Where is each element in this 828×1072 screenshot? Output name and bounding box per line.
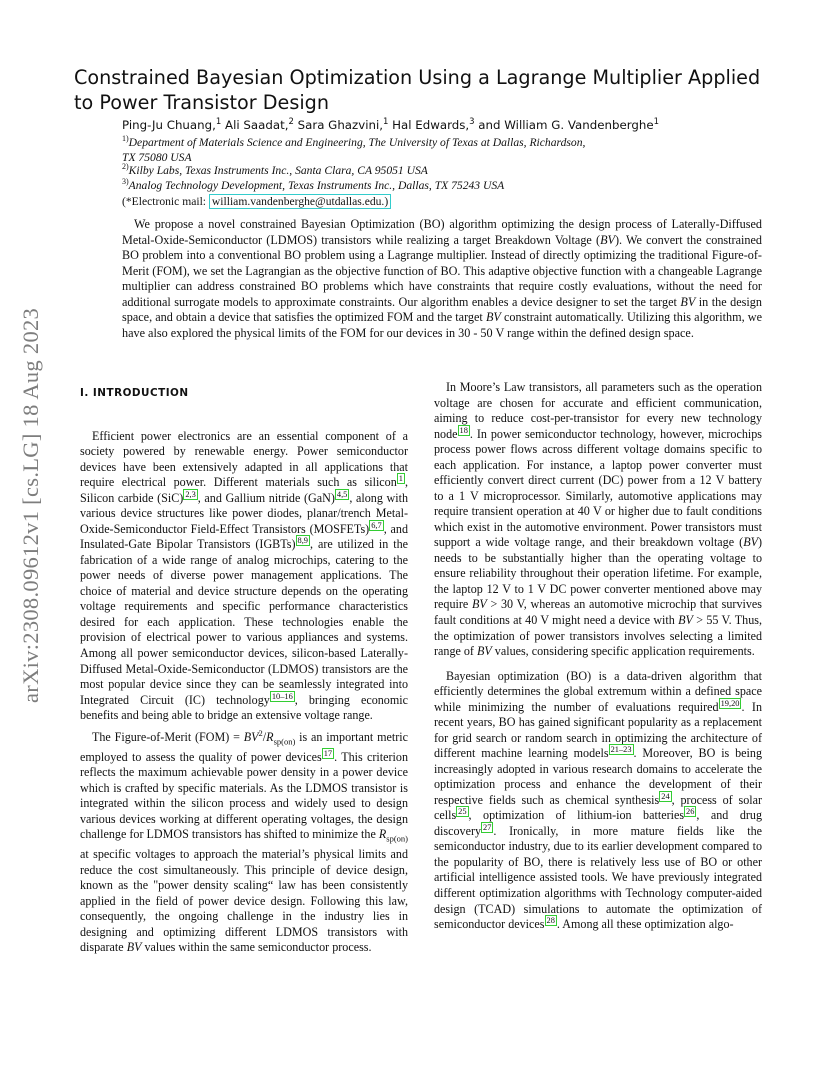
- math-subscript: sp(on): [386, 833, 408, 844]
- author-name: Ali Saadat,: [221, 117, 289, 132]
- paragraph: [80, 726, 408, 956]
- body-text: , optimization of lithium-ion batteries: [468, 808, 685, 823]
- body-text: > 30 V, whereas an automotive microchip that survives fault conditions at 40 V might need a device with: [434, 597, 762, 627]
- body-text: In Moore’s Law transistors, all parameters such as the operation voltage are chosen for accurate and efficient communication, aiming to reduce cost-per-transistor for every new technology node: [434, 380, 762, 441]
- math-r: R: [266, 729, 274, 744]
- body-text: . Among all these optimization algo-: [556, 917, 734, 932]
- citation-link[interactable]: 17: [323, 748, 333, 758]
- abstract-text: ). We convert the constrained BO problem into a conventional BO problem using a Lagrange multiplier. Instead of directly optimizing the traditional Figure-of-Merit (FOM), we set the Lagrangian as the objective function of BO. This adaptive objective function with a changeable Lagrange multiplier can address constrained BO problems which have constraints that require costly evaluations, without the need for additional surrogate models to approximate constraints. Our algorithm enables a device designer to set the target: [122, 232, 762, 309]
- affiliation-marker: 1): [122, 134, 129, 143]
- body-text: . This criterion reflects the maximum achievable power density in a power device which is crafted by specific materials. As the LDMOS transistor is integrated within the silicon process and widely used to design various devices working at different operating voltages, the design challenge for LDMOS transistors has shifted to minimize the: [80, 749, 408, 842]
- math-bv: BV: [485, 310, 501, 324]
- math-subscript: sp(on): [273, 736, 296, 747]
- abstract-text: We propose a novel constrained Bayesian Optimization (BO) algorithm optimizing the design process of Laterally-Diffused Metal-Oxide-Semiconductor (LDMOS) transistors while realizing a target Breakdown Voltage (: [122, 217, 762, 247]
- body-text: is an important metric employed to assess the quality of power devices: [80, 729, 408, 764]
- citation-link[interactable]: 25: [458, 807, 467, 817]
- arxiv-identifier: arXiv:2308.09612v1 [cs.LG] 18 Aug 2023: [18, 307, 43, 703]
- body-text: values within the same semiconductor process.: [141, 940, 372, 955]
- affiliation-text: Analog Technology Development, Texas Instruments Inc., Dallas, TX 75243 USA: [128, 178, 505, 192]
- affiliation-text: Kilby Labs, Texas Instruments Inc., Santa Clara, CA 95051 USA: [128, 163, 428, 177]
- abstract-text: in the design space, and obtain a device that satisfies the optimized FOM and the target: [122, 294, 762, 324]
- affiliation-marker: 3): [122, 177, 129, 186]
- math-bv: BV: [678, 612, 693, 627]
- citation-link[interactable]: 10–16: [271, 691, 293, 701]
- author-affiliation-marker: 1: [653, 117, 659, 127]
- author-list: [122, 117, 762, 132]
- citation-link[interactable]: 6,7: [371, 520, 382, 530]
- body-text: > 55 V. Thus, the optimization of power transistors involves selecting a limited range of: [434, 612, 762, 659]
- body-text: , process of solar cells: [434, 792, 762, 823]
- citation-link[interactable]: 18: [459, 425, 468, 435]
- affiliation-marker: 2): [122, 162, 129, 171]
- corresponding-email: [122, 195, 391, 208]
- math-bv: BV: [743, 535, 758, 550]
- affiliation-text: Department of Materials Science and Engineering, The University of Texas at Dallas, Richardson,: [128, 135, 586, 149]
- author-affiliation-marker: 1: [382, 117, 389, 127]
- email-prefix: (*Electronic mail:: [122, 195, 209, 208]
- math-r: R: [378, 827, 387, 842]
- author-affiliation-marker: 2: [288, 117, 294, 127]
- affiliation-3: [122, 174, 762, 194]
- citation-link[interactable]: 1: [398, 474, 403, 484]
- email-link[interactable]: william.vandenberghe@utdallas.edu.): [209, 194, 391, 209]
- body-text: , Silicon carbide (SiC): [80, 475, 408, 505]
- author-name: Hal Edwards,: [388, 117, 470, 132]
- body-text: . Moreover, BO is being increasingly adopted in various research domains to accelerate the optimization process and enhance the development of their respective fields such as chemical synthesis: [434, 746, 763, 807]
- body-text: at specific voltages to approach the material’s physical limits and reduce the cost simultaneously. This principle of device design, known as the "power density scaling“ law has been consistently applied in the field of power device design. Following this law, consequently, the ongoing challenge in the industry lies in designing and optimizing different LDMOS transistors with disparate: [80, 847, 408, 955]
- math-exponent: 2: [258, 727, 263, 738]
- citation-link[interactable]: 28: [546, 916, 555, 926]
- body-text: Efficient power electronics are an essential component of a society powered by renewable energy. Power semiconductor devices have been extensively adapted in all applications that require electrical power. Different materials such as silicon: [80, 428, 408, 490]
- abstract: [122, 217, 762, 341]
- affiliation-text: TX 75080 USA: [122, 150, 192, 164]
- math-bv: BV: [126, 940, 142, 955]
- body-text: . In recent years, BO has gained significant popularity as a replacement for grid search or random search in optimizing the architecture of different machine learning models: [434, 699, 763, 761]
- author-name: Sara Ghazvini,: [293, 117, 383, 132]
- math-bv: BV: [476, 644, 492, 659]
- paragraph: [434, 380, 762, 660]
- paragraph: [80, 429, 408, 724]
- author-name: and William G. Vandenberghe: [474, 117, 654, 132]
- citation-link[interactable]: 19,20: [720, 698, 740, 708]
- citation-link[interactable]: 26: [686, 807, 695, 817]
- body-text: , and Gallium nitride (GaN): [197, 490, 335, 505]
- math-bv: BV: [600, 232, 615, 247]
- math-bv: BV: [243, 729, 259, 744]
- citation-link[interactable]: 4,5: [336, 489, 348, 499]
- paragraph: [434, 669, 762, 933]
- author-name: Ping-Ju Chuang,: [122, 117, 216, 132]
- math-bv: BV: [471, 597, 487, 612]
- body-text: , bringing economic benefits and being able to bridge an extensive voltage range.: [80, 692, 408, 723]
- body-text: , and Insulated-Gate Bipolar Transistors (IGBTs): [80, 521, 408, 552]
- citation-link[interactable]: 21–23: [610, 745, 632, 755]
- body-text: , and drug discovery: [434, 808, 762, 838]
- abstract-text: constraint automatically. Utilizing this algorithm, we have also explored the physical limits of the FOM for our devices in 30 - 50 V range within the defined design space.: [122, 310, 762, 340]
- right-column: [434, 380, 762, 933]
- section-heading-introduction: I. INTRODUCTION: [80, 387, 189, 399]
- citation-link[interactable]: 2,3: [185, 489, 196, 499]
- body-text: . Ironically, in more mature fields like the semiconductor industry, due to its earlier development compared to the popularity of BO, there is relatively less use of BO or other artificial intelligence assisted tools. We have previously integrated different optimization algorithms with Technology computer-aided design (TCAD) simulations to automate the optimization of semiconductor devices: [434, 823, 762, 932]
- body-text: ) needs to be substantially higher than the operating voltage to ensure reliability throughout their operation lifetime. For example, the laptop 12 V to 1 V DC power converter mentioned above may require: [434, 535, 762, 612]
- paper-title: Constrained Bayesian Optimization Using a Lagrange Multiplier Applied to Power Transistor Design: [74, 66, 761, 114]
- author-affiliation-marker: 3: [469, 117, 475, 127]
- author-affiliation-marker: 1: [215, 117, 222, 127]
- body-text: Bayesian optimization (BO) is a data-driven algorithm that efficiently determines the global extremum within a defined space while minimizing the number of evaluations required: [434, 668, 762, 714]
- math-operator: /: [262, 729, 267, 744]
- body-text: , are utilized in the fabrication of a wide range of analog microchips, catering to the power needs of diverse power management applications. The choice of material and device structure depends on the operating voltage requirements and specific performance characteristics desired for each application. These technologies enable the provision of electrical power to various appliances and systems. Among all power semiconductor devices, silicon-based Laterally-Diffused Metal-Oxide-Semiconductor (LDMOS) transistors are the most popular device since they can be seamlessly integrated into Integrated Circuit (IC) technology: [80, 537, 408, 707]
- body-text: . In power semiconductor technology, however, microchips process power flows across different voltage domains specific to each application. For instance, a laptop power converter must efficiently convert direct current (DC) power from a 12 V battery to a 1 V microprocessor. Similarly, automotive applications may require transient operation at 40 V or higher due to fault conditions which exist in the automotive environment. Power transistors must support a wide voltage range, and their breakdown voltage (: [434, 426, 762, 550]
- citation-link[interactable]: 27: [483, 822, 492, 832]
- body-text: values, considering specific application requirements.: [491, 644, 755, 659]
- body-text: The Figure-of-Merit (FOM) =: [92, 729, 244, 744]
- citation-link[interactable]: 24: [661, 791, 670, 801]
- body-text: , along with various device structures like power diodes, planar/trench Metal-Oxide-Semiconductor Field-Effect Transistors (MOSFETs): [80, 490, 408, 536]
- math-bv: BV: [680, 294, 696, 309]
- left-column: [80, 380, 408, 956]
- citation-link[interactable]: 8,9: [297, 536, 308, 546]
